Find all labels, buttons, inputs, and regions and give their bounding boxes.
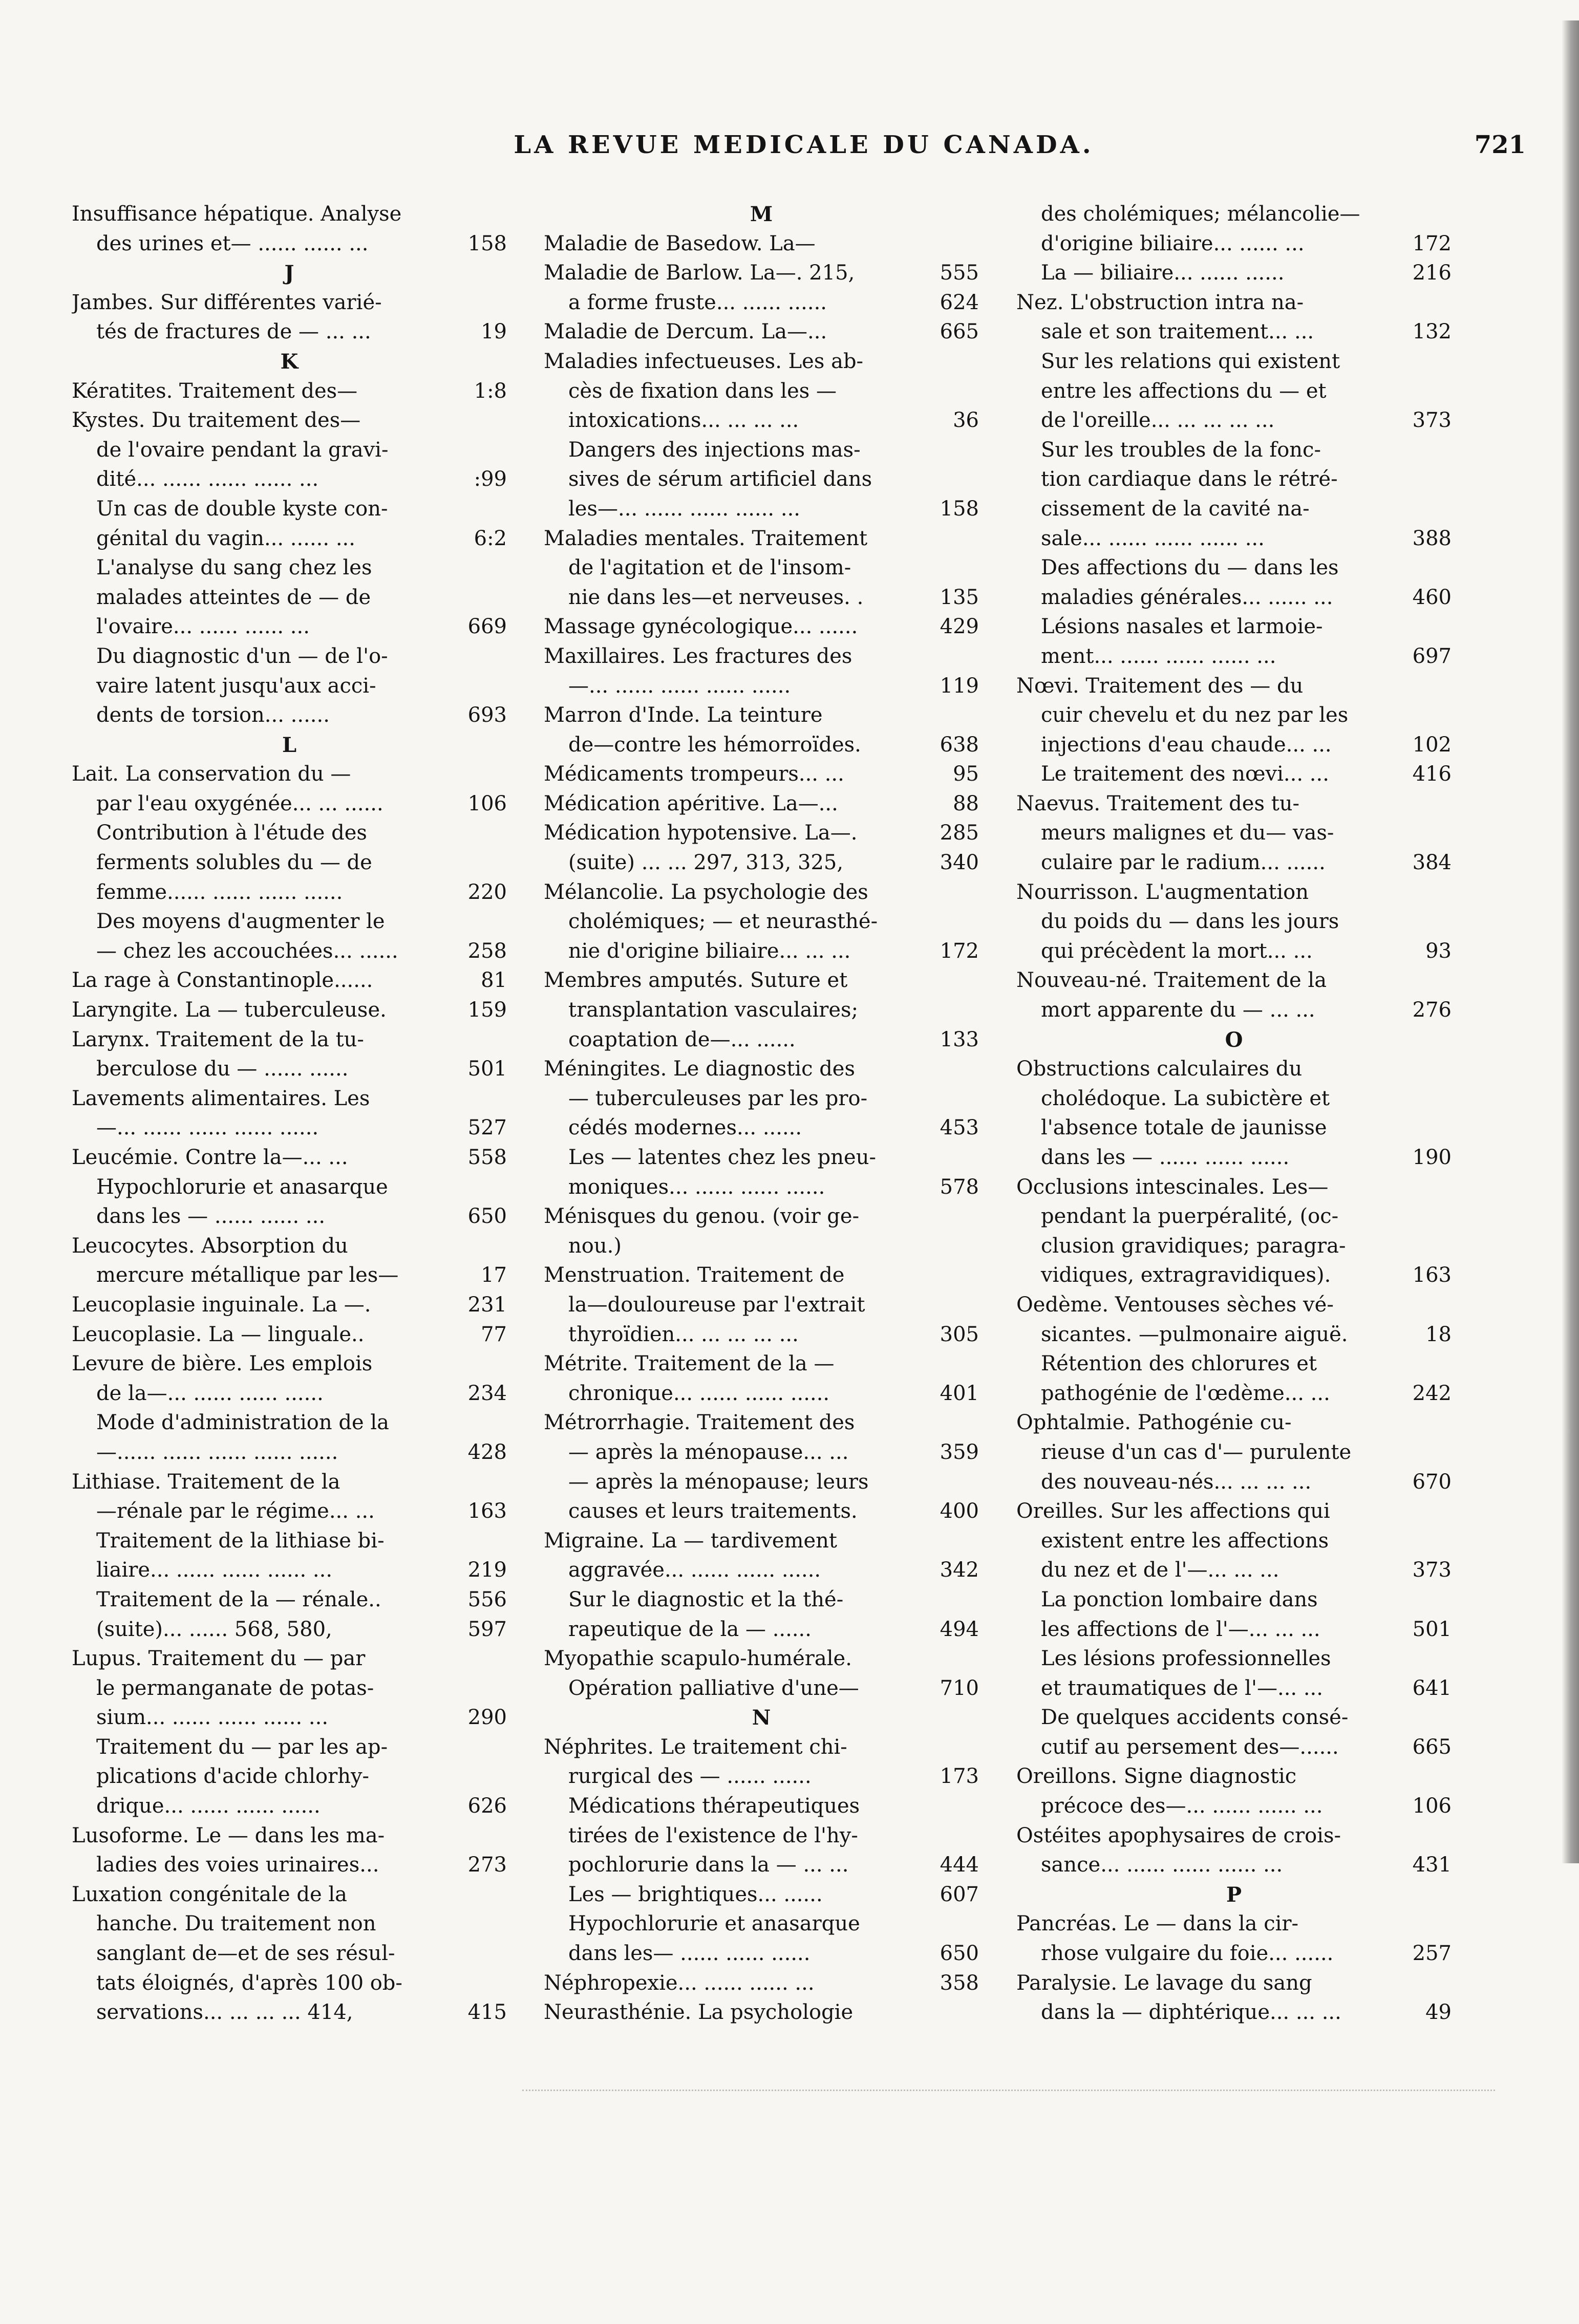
index-entry-line: ment... ...... ...... ...... ... 697 — [1016, 642, 1452, 672]
index-entry-line: — après la ménopause... ... 359 — [544, 1438, 979, 1468]
index-entry-line: intoxications... ... ... ... 36 — [544, 406, 979, 436]
index-entry-line: cutif au persement des—...... 665 — [1016, 1733, 1452, 1762]
index-entry-line: cissement de la cavité na- — [1041, 497, 1310, 521]
index-entry-line: de l'ovaire pendant la gravi- — [96, 438, 389, 462]
index-entry-line: Ménisques du genou. (voir ge- — [544, 1204, 860, 1229]
index-entry-line: Mode d'administration de la — [96, 1411, 389, 1435]
index-entry-line: Sur les troubles de la fonc- — [1041, 438, 1321, 462]
index-entry-line: nie dans les—et nerveuses. . 135 — [544, 583, 979, 613]
index-entry-line: génital du vagin... ...... ... 6:2 — [72, 524, 507, 554]
index-entry-line: mort apparente du — ... ... 276 — [1016, 996, 1452, 1025]
index-entry-line: précoce des—... ...... ...... ... 106 — [1016, 1792, 1452, 1821]
index-entry-line: — tuberculeuses par les pro- — [568, 1086, 868, 1110]
index-entry-line: causes et leurs traitements. 400 — [544, 1497, 979, 1526]
index-entry-line: Opération palliative d'une— 710 — [544, 1674, 979, 1704]
index-entry-line: Leucocytes. Absorption du — [72, 1234, 348, 1258]
index-entry-line: meurs malignes et du— vas- — [1041, 821, 1334, 845]
index-column-3 — [1016, 200, 1452, 2028]
index-entry-line: Nez. L'obstruction intra na- — [1016, 290, 1304, 314]
index-entry-line: cuir chevelu et du nez par les — [1041, 703, 1349, 727]
index-entry-line: rurgical des — ...... ...... 173 — [544, 1762, 979, 1792]
index-entry-line: Laryngite. La — tuberculeuse. 159 — [72, 996, 507, 1025]
index-column-2 — [544, 200, 979, 2028]
index-entry-line: dans les— ...... ...... ...... 650 — [544, 1939, 979, 1969]
index-entry-line: le permanganate de potas- — [96, 1676, 374, 1700]
index-entry-line: La — biliaire... ...... ...... 216 — [1016, 259, 1452, 288]
index-entry-line: Oreillons. Signe diagnostic — [1016, 1764, 1297, 1789]
index-entry-line: mercure métallique par les— 17 — [72, 1261, 507, 1290]
page-header — [72, 131, 1536, 171]
index-entry-line: —... ...... ...... ...... ...... 527 — [72, 1113, 507, 1143]
index-entry-line: Médication apéritive. La—... 88 — [544, 789, 979, 819]
index-entry-line: plications d'acide chlorhy- — [96, 1764, 370, 1789]
index-entry-line: hanche. Du traitement non — [96, 1912, 376, 1936]
index-entry-line: maladies générales... ...... ... 460 — [1016, 583, 1452, 613]
index-entry-line: tats éloignés, d'après 100 ob- — [96, 1971, 402, 1995]
index-entry-line: Dangers des injections mas- — [568, 438, 861, 462]
index-entry-line: cès de fixation dans les — — [568, 379, 837, 403]
index-entry-line: a forme fruste... ...... ...... 624 — [544, 288, 979, 318]
index-entry-line: clusion gravidiques; paragra- — [1041, 1234, 1346, 1258]
index-entry-line: Mélancolie. La psychologie des — [544, 880, 868, 904]
index-entry-line: dans les — ...... ...... ...... 190 — [1016, 1143, 1452, 1173]
index-entry-line: Naevus. Traitement des tu- — [1016, 791, 1300, 815]
index-entry-line: Médication hypotensive. La—. 285 — [544, 819, 979, 848]
index-entry-line: existent entre les affections — [1041, 1529, 1329, 1553]
index-entry-line: sanglant de—et de ses résul- — [96, 1942, 395, 1966]
index-entry-line: Hypochlorurie et anasarque — [96, 1175, 388, 1199]
index-entry-line: Larynx. Traitement de la tu- — [72, 1027, 364, 1051]
index-entry-line: de l'oreille... ... ... ... ... 373 — [1016, 406, 1452, 436]
index-entry-line: Contribution à l'étude des — [96, 821, 367, 845]
index-entry-line: Métrite. Traitement de la — — [544, 1352, 835, 1376]
index-entry-line: De quelques accidents consé- — [1041, 1706, 1349, 1730]
index-entry-line: l'absence totale de jaunisse — [1041, 1116, 1327, 1140]
index-entry-line: pochlorurie dans la — ... ... 444 — [544, 1850, 979, 1880]
index-entry-line: de l'agitation et de l'insom- — [568, 556, 851, 580]
index-entry-line: Lusoforme. Le — dans les ma- — [72, 1823, 385, 1847]
index-entry-line: Lavements alimentaires. Les — [72, 1086, 370, 1110]
index-entry-line: dents de torsion... ...... 693 — [72, 701, 507, 730]
index-entry-line: —...... ...... ...... ...... ...... 428 — [72, 1438, 507, 1468]
index-entry-line: d'origine biliaire... ...... ... 172 — [1016, 229, 1452, 259]
index-letter-heading: L — [282, 733, 297, 757]
index-entry-line: Massage gynécologique... ...... 429 — [544, 612, 979, 642]
index-entry-line: Migraine. La — tardivement — [544, 1529, 837, 1553]
index-entry-line: culaire par le radium... ...... 384 — [1016, 848, 1452, 878]
running-title: LA REVUE MEDICALE DU CANADA. — [514, 131, 1094, 159]
index-entry-line: Menstruation. Traitement de — [544, 1263, 845, 1287]
index-letter-heading: O — [1225, 1027, 1243, 1052]
index-entry-line: malades atteintes de — de — [96, 585, 371, 609]
index-letter-heading: P — [1226, 1882, 1242, 1907]
index-entry-line: Occlusions intescinales. Les— — [1016, 1175, 1329, 1199]
index-entry-line: ladies des voies urinaires... 273 — [72, 1850, 507, 1880]
index-letter-heading: J — [284, 261, 294, 286]
index-entry-line: Des affections du — dans les — [1041, 556, 1339, 580]
index-entry-line: des cholémiques; mélancolie— — [1041, 202, 1360, 226]
index-entry-line: entre les affections du — et — [1041, 379, 1327, 403]
index-entry-line: des nouveau-nés... ... ... ... 670 — [1016, 1468, 1452, 1497]
index-entry-line: Maladies mentales. Traitement — [544, 526, 868, 550]
index-entry-line: sives de sérum artificiel dans — [568, 467, 872, 491]
index-entry-line: tirées de l'existence de l'hy- — [568, 1823, 858, 1847]
index-entry-line: Lait. La conservation du — — [72, 762, 351, 786]
index-entry-line: Oedème. Ventouses sèches vé- — [1016, 1293, 1334, 1317]
index-entry-line: —rénale par le régime... ... 163 — [72, 1497, 507, 1526]
index-entry-line: du nez et de l'—... ... ... 373 — [1016, 1556, 1452, 1585]
index-entry-line: Les — brightiques... ...... 607 — [544, 1880, 979, 1910]
index-entry-line: de—contre les hémorroïdes. 638 — [544, 730, 979, 760]
index-entry-line: aggravée... ...... ...... ...... 342 — [544, 1556, 979, 1585]
index-entry-line: Luxation congénitale de la — [72, 1882, 347, 1906]
index-entry-line: Maladie de Basedow. La— — [544, 231, 816, 255]
index-entry-line: Neurasthénie. La psychologie — [544, 2000, 853, 2025]
index-entry-line: la—douloureuse par l'extrait — [568, 1293, 865, 1317]
index-entry-line: Métrorrhagie. Traitement des — [544, 1411, 855, 1435]
index-entry-line: ferments solubles du — de — [96, 851, 372, 875]
index-entry-line: Leucoplasie. La — linguale.. 77 — [72, 1320, 507, 1350]
index-entry-line: sale... ...... ...... ...... ... 388 — [1016, 524, 1452, 554]
index-entry-line: Leucémie. Contre la—... ... 558 — [72, 1143, 507, 1173]
index-entry-line: Hypochlorurie et anasarque — [568, 1912, 860, 1936]
index-entry-line: berculose du — ...... ...... 501 — [72, 1055, 507, 1084]
index-entry-line: Nourrisson. L'augmentation — [1016, 880, 1309, 904]
index-entry-line: Médications thérapeutiques — [568, 1794, 860, 1818]
index-entry-line: Maladie de Dercum. La—... 665 — [544, 317, 979, 347]
index-entry-line: injections d'eau chaude... ... 102 — [1016, 730, 1452, 760]
index-entry-line: pendant la puerpéralité, (oc- — [1041, 1204, 1339, 1229]
index-letter-heading: K — [280, 349, 298, 374]
index-entry-line: des urines et— ...... ...... ... 158 — [72, 229, 507, 259]
index-entry-line: sance... ...... ...... ...... ... 431 — [1016, 1850, 1452, 1880]
index-entry-line: Rétention des chlorures et — [1041, 1352, 1317, 1376]
index-entry-line: Lésions nasales et larmoie- — [1041, 615, 1323, 639]
index-entry-line: (suite)... ...... 568, 580, 597 — [72, 1615, 507, 1645]
index-entry-line: Levure de bière. Les emplois — [72, 1352, 373, 1376]
index-entry-line: Maxillaires. Les fractures des — [544, 644, 852, 668]
index-entry-line: drique... ...... ...... ...... 626 — [72, 1792, 507, 1821]
index-entry-line: Myopathie scapulo-humérale. — [544, 1647, 852, 1671]
index-entry-line: Des moyens d'augmenter le — [96, 910, 385, 934]
index-column-1 — [72, 200, 507, 2028]
index-entry-line: rhose vulgaire du foie... ...... 257 — [1016, 1939, 1452, 1969]
index-entry-line: servations... ... ... ... 414, 415 — [72, 1998, 507, 2028]
index-entry-line: dité... ...... ...... ...... ... :99 — [72, 465, 507, 494]
index-entry-line: —... ...... ...... ...... ...... 119 — [544, 672, 979, 701]
page-number: 721 — [1474, 131, 1526, 159]
index-entry-line: Du diagnostic d'un — de l'o- — [96, 644, 388, 668]
index-entry-line: transplantation vasculaires; — [568, 998, 859, 1022]
index-entry-line: liaire... ...... ...... ...... ... 219 — [72, 1556, 507, 1585]
index-entry-line: les affections de l'—... ... ... 501 — [1016, 1615, 1452, 1645]
index-entry-line: Traitement de la — rénale.. 556 — [72, 1585, 507, 1615]
index-entry-line: Traitement du — par les ap- — [96, 1735, 388, 1759]
index-entry-line: Nœvi. Traitement des — du — [1016, 674, 1304, 698]
index-entry-line: Les — latentes chez les pneu- — [568, 1146, 876, 1169]
index-entry-line: thyroïdien... ... ... ... ... 305 — [544, 1320, 979, 1350]
index-entry-line: Nouveau-né. Traitement de la — [1016, 969, 1327, 993]
index-entry-line: rieuse d'un cas d'— purulente — [1041, 1440, 1352, 1464]
index-entry-line: tés de fractures de — ... ... 19 — [72, 317, 507, 347]
index-entry-line: sicantes. —pulmonaire aiguë. 18 — [1016, 1320, 1452, 1350]
index-entry-line: (suite) ... ... 297, 313, 325, 340 — [544, 848, 979, 878]
page-edge-shadow — [1562, 20, 1579, 1863]
index-entry-line: Oreilles. Sur les affections qui — [1016, 1499, 1330, 1523]
index-entry-line: Lupus. Traitement du — par — [72, 1647, 366, 1671]
index-entry-line: par l'eau oxygénée... ... ...... 106 — [72, 789, 507, 819]
index-entry-line: Le traitement des nœvi... ... 416 — [1016, 760, 1452, 789]
index-entry-line: — après la ménopause; leurs — [568, 1470, 869, 1494]
index-entry-line: Un cas de double kyste con- — [96, 497, 388, 521]
index-entry-line: La ponction lombaire dans — [1041, 1587, 1318, 1611]
index-entry-line: Lithiase. Traitement de la — [72, 1470, 340, 1494]
index-entry-line: dans les — ...... ...... ... 650 — [72, 1202, 507, 1232]
index-entry-line: Leucoplasie inguinale. La —. 231 — [72, 1290, 507, 1320]
index-entry-line: Néphropexie... ...... ...... ... 358 — [544, 1969, 979, 1998]
index-entry-line: sale et son traitement... ... 132 — [1016, 317, 1452, 347]
index-entry-line: l'ovaire... ...... ...... ... 669 — [72, 612, 507, 642]
index-entry-line: coaptation de—... ...... 133 — [544, 1025, 979, 1055]
index-entry-line: Membres amputés. Suture et — [544, 969, 848, 993]
index-entry-line: pathogénie de l'œdème... ... 242 — [1016, 1379, 1452, 1409]
index-entry-line: chronique... ...... ...... ...... 401 — [544, 1379, 979, 1409]
index-entry-line: Kystes. Du traitement des— — [72, 408, 361, 433]
index-entry-line: Traitement de la lithiase bi- — [96, 1529, 385, 1553]
index-entry-line: les—... ...... ...... ...... ... 158 — [544, 494, 979, 524]
index-letter-heading: N — [752, 1706, 771, 1730]
index-entry-line: rapeutique de la — ...... 494 — [544, 1615, 979, 1645]
index-entry-line: Ostéites apophysaires de crois- — [1016, 1823, 1341, 1847]
index-entry-line: Paralysie. Le lavage du sang — [1016, 1971, 1312, 1995]
index-entry-line: cholédoque. La subictère et — [1041, 1086, 1330, 1110]
index-entry-line: de la—... ...... ...... ...... 234 — [72, 1379, 507, 1409]
index-entry-line: et traumatiques de l'—... ... 641 — [1016, 1674, 1452, 1704]
index-entry-line: qui précèdent la mort... ... 93 — [1016, 937, 1452, 966]
index-entry-line: Ophtalmie. Pathogénie cu- — [1016, 1411, 1292, 1435]
index-entry-line: femme...... ...... ...... ...... 220 — [72, 878, 507, 908]
index-entry-line: Jambes. Sur différentes varié- — [72, 290, 382, 314]
index-entry-line: Obstructions calculaires du — [1016, 1057, 1303, 1081]
index-entry-line: vaire latent jusqu'aux acci- — [96, 674, 376, 698]
index-entry-line: Sur le diagnostic et la thé- — [568, 1587, 844, 1611]
index-entry-line: Méningites. Le diagnostic des — [544, 1057, 856, 1081]
index-entry-line: Les lésions professionnelles — [1041, 1647, 1331, 1671]
index-entry-line: sium... ...... ...... ...... ... 290 — [72, 1703, 507, 1733]
index-entry-line: nou.) — [568, 1234, 622, 1258]
bottom-rule — [522, 2090, 1495, 2093]
index-entry-line: moniques... ...... ...... ...... 578 — [544, 1173, 979, 1202]
index-entry-line: Pancréas. Le — dans la cir- — [1016, 1912, 1299, 1936]
index-entry-line: Maladies infectueuses. Les ab- — [544, 349, 864, 373]
index-entry-line: Insuffisance hépatique. Analyse — [72, 202, 402, 226]
index-entry-line: Maladie de Barlow. La—. 215, 555 — [544, 259, 979, 288]
index-entry-line: — chez les accouchées... ...... 258 — [72, 937, 507, 966]
index-entry-line: nie d'origine biliaire... ... ... 172 — [544, 937, 979, 966]
index-entry-line: du poids du — dans les jours — [1041, 910, 1339, 934]
index-entry-line: cédés modernes... ...... 453 — [544, 1113, 979, 1143]
index-entry-line: tion cardiaque dans le rétré- — [1041, 467, 1338, 491]
index-entry-line: Marron d'Inde. La teinture — [544, 703, 823, 727]
index-entry-line: Néphrites. Le traitement chi- — [544, 1735, 847, 1759]
index-entry-line: Sur les relations qui existent — [1041, 349, 1340, 373]
index-entry-line: Kératites. Traitement des— 1:8 — [72, 377, 507, 406]
index-entry-line: La rage à Constantinople...... 81 — [72, 966, 507, 996]
index-entry-line: vidiques, extragravidiques). 163 — [1016, 1261, 1452, 1290]
index-entry-line: cholémiques; — et neurasthé- — [568, 910, 878, 934]
index-entry-line: L'analyse du sang chez les — [96, 556, 372, 580]
index-entry-line: dans la — diphtérique... ... ... 49 — [1016, 1998, 1452, 2028]
index-letter-heading: M — [750, 202, 773, 226]
index-entry-line: Médicaments trompeurs... ... 95 — [544, 760, 979, 789]
